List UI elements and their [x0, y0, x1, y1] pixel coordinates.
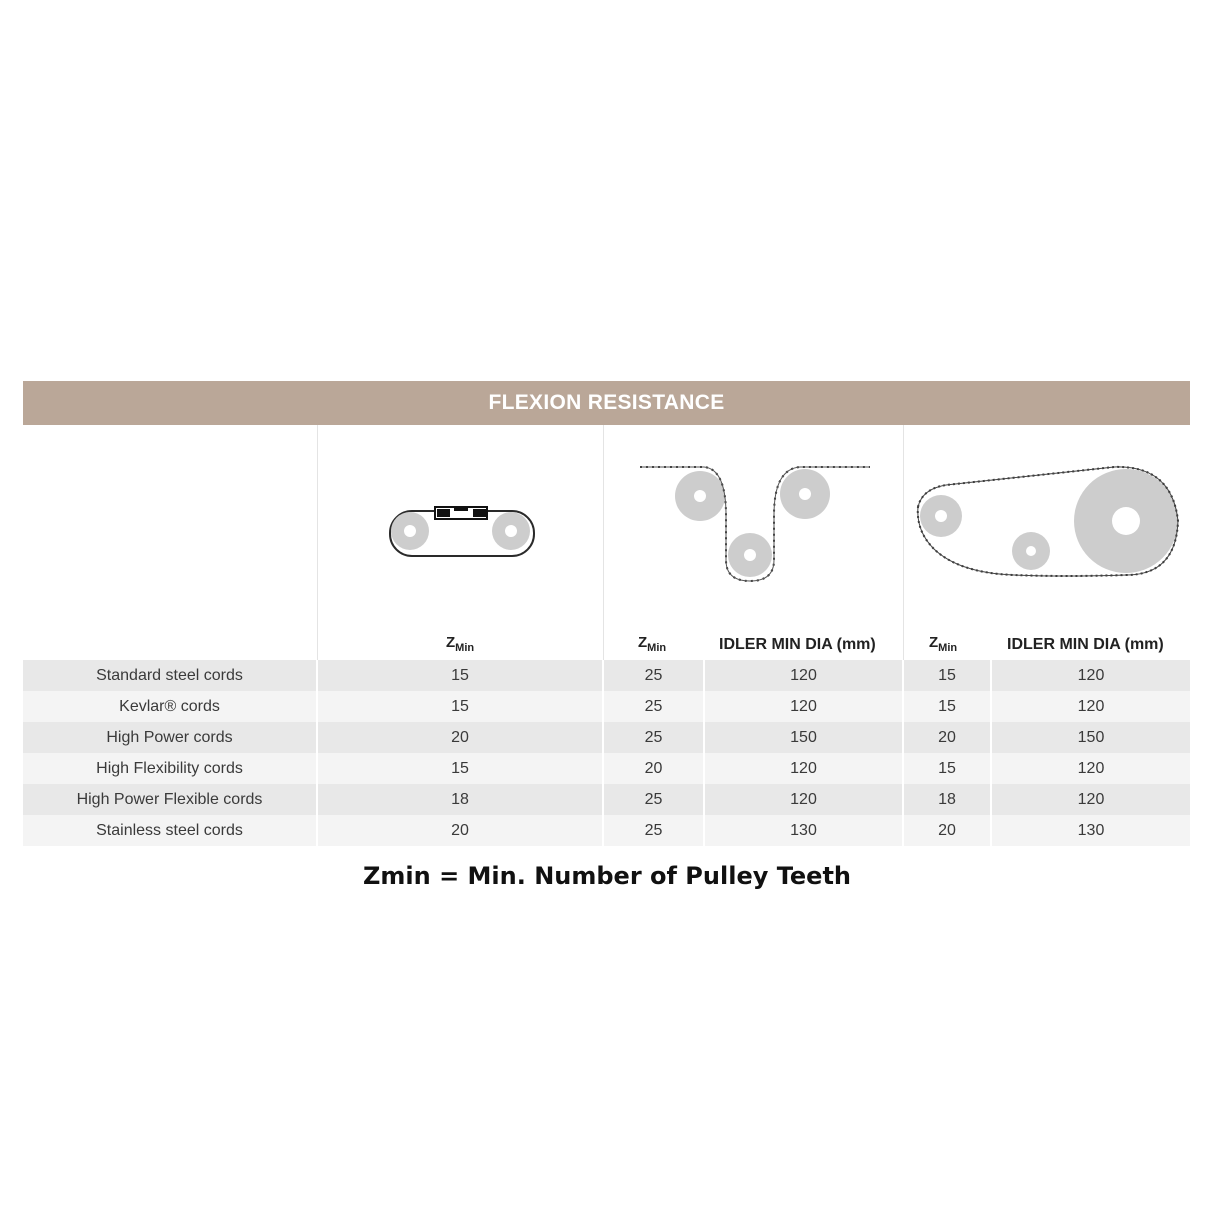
table-cell: 18 [903, 784, 991, 815]
table-row [23, 660, 1190, 691]
row-label: High Power cords [23, 722, 317, 753]
table-cell: 20 [603, 753, 704, 784]
footnote: Zmin = Min. Number of Pulley Teeth [362, 862, 852, 890]
row-label: Standard steel cords [23, 660, 317, 691]
config-column-3 [903, 425, 1191, 660]
row-label: High Power Flexible cords [23, 784, 317, 815]
table-cell: 18 [317, 784, 603, 815]
table-cell: 120 [991, 691, 1190, 722]
two-pulley-belt-icon [318, 425, 604, 660]
table-cell: 120 [704, 660, 903, 691]
table-cell: 15 [903, 753, 991, 784]
table-row [23, 691, 1190, 722]
table-cell: 120 [991, 753, 1190, 784]
table-cell: 150 [991, 722, 1190, 753]
empty-header-cell [23, 425, 317, 660]
table-row [23, 722, 1190, 753]
table-cell: 25 [603, 784, 704, 815]
idler-header-3: IDLER MIN DIA (mm) [1007, 636, 1164, 653]
table-cell: 15 [317, 753, 603, 784]
table-cell: 20 [903, 815, 991, 846]
table-row [23, 784, 1190, 815]
table-cell: 120 [991, 660, 1190, 691]
table-cell: 130 [704, 815, 903, 846]
table-cell: 25 [603, 722, 704, 753]
table-cell: 15 [903, 660, 991, 691]
table-cell: 15 [903, 691, 991, 722]
table-cell: 150 [704, 722, 903, 753]
zmin-header-3: $Z_{Min}$ [929, 634, 958, 654]
table-cell: 20 [903, 722, 991, 753]
table-row [23, 815, 1190, 846]
flexion-resistance-table [23, 381, 1190, 846]
flexion-data-table [23, 660, 1190, 846]
table-cell: 120 [704, 784, 903, 815]
config-column-2 [603, 425, 904, 660]
table-cell: 25 [603, 660, 704, 691]
table-title: FLEXION RESISTANCE [23, 381, 1190, 425]
diagram-header-row [23, 425, 1190, 660]
row-label: Stainless steel cords [23, 815, 317, 846]
table-cell: 25 [603, 815, 704, 846]
table-row [23, 753, 1190, 784]
idler-header-2: IDLER MIN DIA (mm) [719, 636, 876, 653]
serpentine-belt-icon [604, 425, 904, 660]
row-label: Kevlar® cords [23, 691, 317, 722]
zmin-header-2: $Z_{Min}$ [638, 634, 667, 654]
table-cell: 20 [317, 815, 603, 846]
config-column-1 [317, 425, 604, 660]
row-label: High Flexibility cords [23, 753, 317, 784]
table-cell: 15 [317, 660, 603, 691]
table-cell: 130 [991, 815, 1190, 846]
table-cell: 20 [317, 722, 603, 753]
table-cell: 120 [704, 691, 903, 722]
three-pulley-belt-icon [904, 425, 1191, 660]
table-cell: 120 [704, 753, 903, 784]
table-cell: 25 [603, 691, 704, 722]
table-cell: 15 [317, 691, 603, 722]
table-cell: 120 [991, 784, 1190, 815]
zmin-header-1: $Z_{Min}$ [446, 634, 475, 654]
